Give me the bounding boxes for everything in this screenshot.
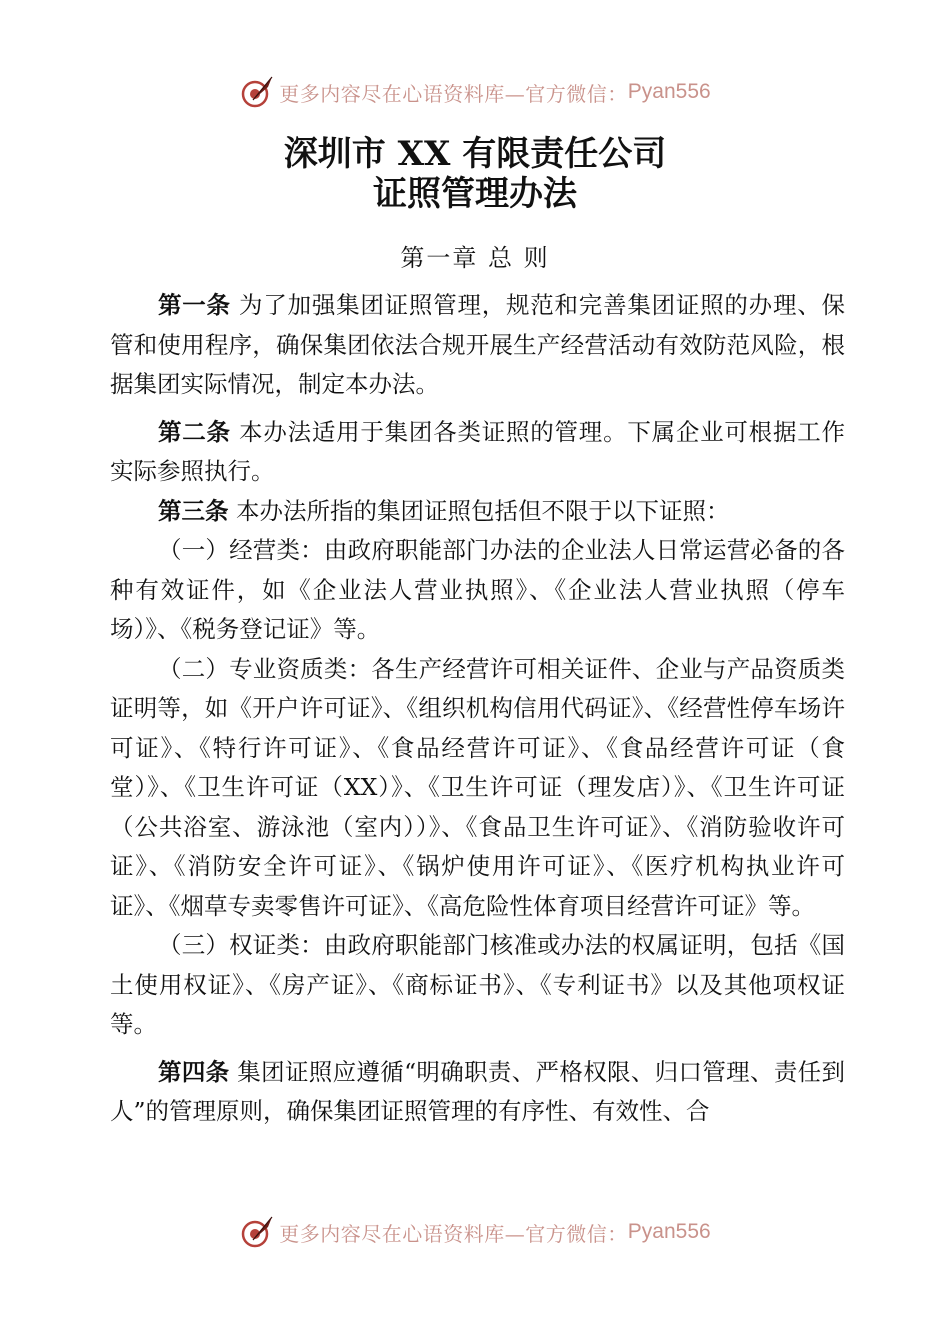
- article-4: [110, 1053, 845, 1132]
- article-text: 集团证照应遵循“明确职责、严格权限、归口管理、责任到人”的管理原则，确保集团证照管理的有序性、有效性、合: [110, 1057, 845, 1125]
- chapter-heading: 第一章 总 则: [400, 244, 550, 272]
- article-text: 本办法所指的集团证照包括但不限于以下证照：: [228, 496, 730, 525]
- article-1: [110, 286, 845, 405]
- document-title-line1: 深圳市 XX 有限责任公司: [283, 134, 667, 174]
- article-2: [110, 413, 845, 492]
- list-item-1: （一）经营类：由政府职能部门办法的企业法人日常运营必备的各种有效证件，如《企业法人营业执照》、《企业法人营业执照（停车场）》、《税务登记证》等。: [110, 536, 845, 643]
- watermark-text: 更多内容尽在心语资料库—官方微信：: [279, 1221, 628, 1246]
- article-text: 本办法适用于集团各类证照的管理。下属企业可根据工作实际参照执行。: [110, 417, 845, 485]
- watermark-banner-bottom: [0, 1212, 950, 1252]
- quill-logo-icon: [239, 74, 275, 110]
- article-label: 第一条: [158, 291, 231, 319]
- watermark-wechat-id: Pyan556: [627, 80, 711, 103]
- article-label: 第三条: [158, 496, 229, 525]
- quill-logo-icon: [239, 1214, 275, 1250]
- article-label: 第二条: [158, 417, 231, 446]
- list-item-3: （三）权证类：由政府职能部门核准或办法的权属证明，包括《国土使用权证》、《房产证》、《商标证书》、《专利证书》以及其他项权证等。: [110, 931, 845, 1038]
- article-text: 为了加强集团证照管理，规范和完善集团证照的办理、保管和使用程序，确保集团依法合规开展生产经营活动有效防范风险，根据集团实际情况，制定本办法。: [110, 291, 845, 398]
- watermark-text: 更多内容尽在心语资料库—官方微信：: [279, 81, 628, 106]
- watermark-banner-top: [0, 72, 950, 112]
- article-3: [110, 492, 845, 532]
- document-body: [110, 286, 845, 1132]
- document-title-line2: 证照管理办法: [373, 174, 577, 214]
- article-label: 第四条: [158, 1057, 230, 1086]
- list-item-2: （二）专业资质类：各生产经营许可相关证件、企业与产品资质类证明等，如《开户许可证》、《组织机构信用代码证》、《经营性停车场许可证》、《特行许可证》、《食品经营许可证》、《食品经营许可证（食堂）》、《卫生许可证（XX）》、《卫生许可证（理发店）》、《卫生许可证（公共浴室、游泳池（室内））》、《食品卫生许可证》、《消防验收许可证》、《消防安全许可证》、《锅炉使用许可证》、《医疗机构执业许可证》、《烟草专卖零售许可证》、《高危险性体育项目经营许可证》等。: [110, 654, 845, 920]
- watermark-wechat-id: Pyan556: [627, 1220, 711, 1243]
